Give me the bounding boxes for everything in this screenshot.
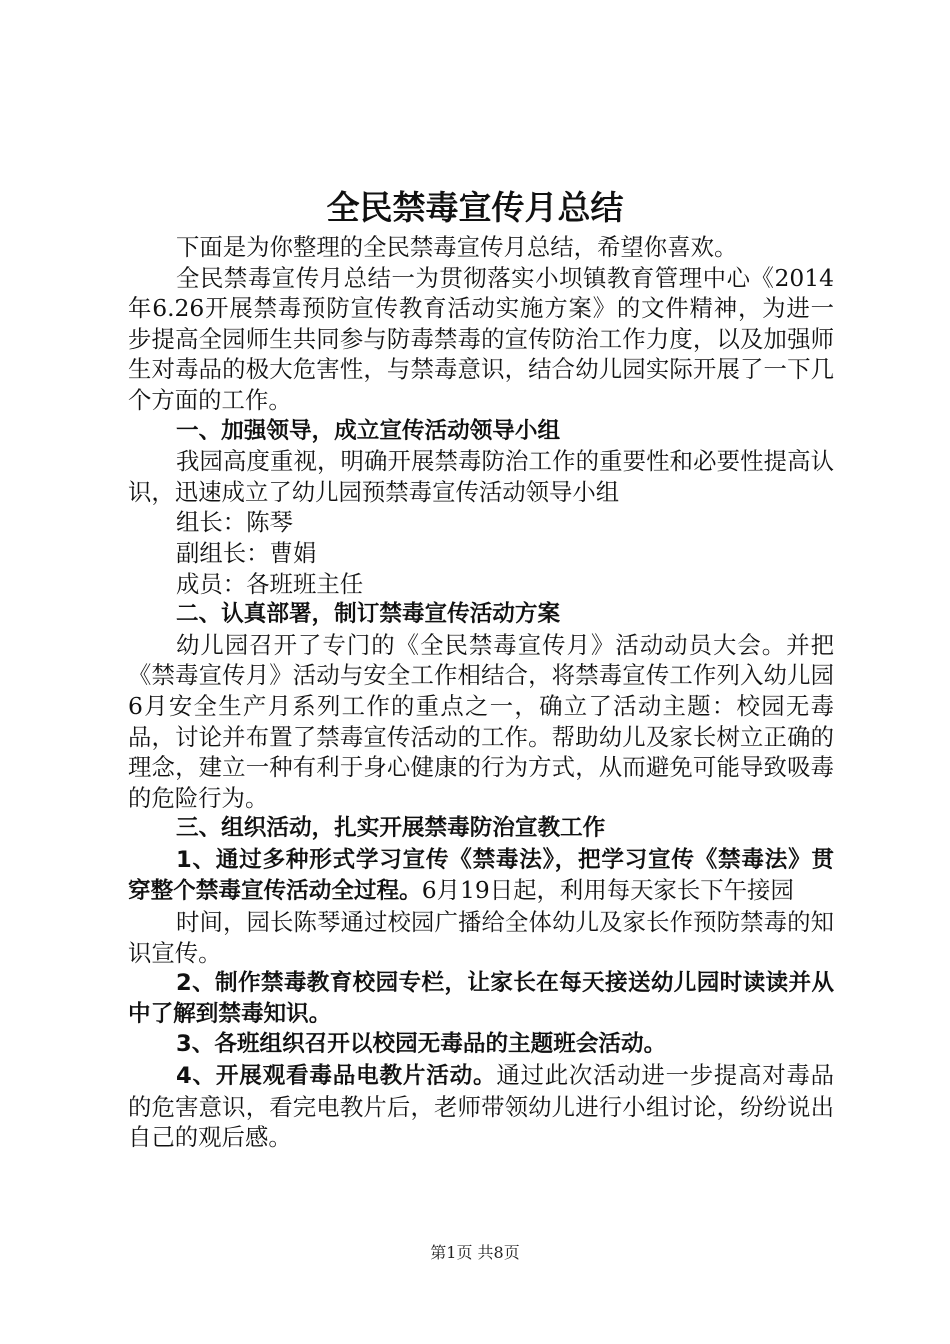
bold-paragraph: 2、制作禁毒教育校园专栏，让家长在每天接送幼儿园时读读并从中了解到禁毒知识。: [128, 970, 834, 1027]
body-paragraph: [128, 1060, 834, 1153]
body-paragraph: [128, 844, 834, 907]
document-body: [128, 232, 834, 1153]
section-heading: 二、认真部署，制订禁毒宣传活动方案: [176, 601, 561, 628]
body-paragraph: 全民禁毒宣传月总结一为贯彻落实小坝镇教育管理中心《2014年6.26开展禁毒预防宣传教育活动实施方案》的文件精神，为进一步提高全园师生共同参与防毒禁毒的宣传防治工作力度，以及加强师生对毒品的极大危害性，与禁毒意识，结合幼儿园实际开展了一下几个方面的工作。: [128, 263, 834, 414]
deputy-leader-line: 副组长：曹娟: [176, 538, 317, 567]
intro-paragraph: 下面是为你整理的全民禁毒宣传月总结，希望你喜欢。: [176, 233, 738, 261]
paragraph-tail: 通过此次活动进一步提高对毒品的危害意识，看完电教片后，老师带领幼儿进行小组讨论，纷纷说出自己的观后感。: [128, 1061, 834, 1152]
members-line: 成员：各班班主任: [176, 569, 364, 598]
document-title: 全民禁毒宣传月总结: [326, 188, 624, 227]
leader-line: 组长：陈琴: [176, 508, 293, 537]
section-heading: 三、组织活动，扎实开展禁毒防治宣教工作: [176, 815, 606, 842]
paragraph-tail: 6月19日起，利用每天家长下午接园: [421, 876, 794, 905]
bold-lead: 4、开展观看毒品电教片活动。: [176, 1063, 497, 1090]
body-paragraph: 时间，园长陈琴通过校园广播给全体幼儿及家长作预防禁毒的知识宣传。: [128, 908, 834, 967]
page-footer: 第1页 共8页: [430, 1243, 520, 1262]
section-heading: 一、加强领导，成立宣传活动领导小组: [176, 417, 561, 444]
bold-lead: 1、通过多种形式学习宣传《禁毒法》，把学习宣传《禁毒法》贯穿整个禁毒宣传活动全过程。: [128, 846, 834, 905]
bold-paragraph: 3、各班组织召开以校园无毒品的主题班会活动。: [176, 1031, 667, 1058]
body-paragraph: 幼儿园召开了专门的《全民禁毒宣传月》活动动员大会。并把《禁毒宣传月》活动与安全工作相结合，将禁毒宣传工作列入幼儿园6月安全生产月系列工作的重点之一，确立了活动主题：校园无毒品，讨论并布置了禁毒宣传活动的工作。帮助幼儿及家长树立正确的理念，建立一种有利于身心健康的行为方式，从而避免可能导致吸毒的危险行为。: [128, 630, 834, 812]
body-paragraph: 我园高度重视，明确开展禁毒防治工作的重要性和必要性提高认识，迅速成立了幼儿园预禁毒宣传活动领导小组: [128, 447, 834, 506]
